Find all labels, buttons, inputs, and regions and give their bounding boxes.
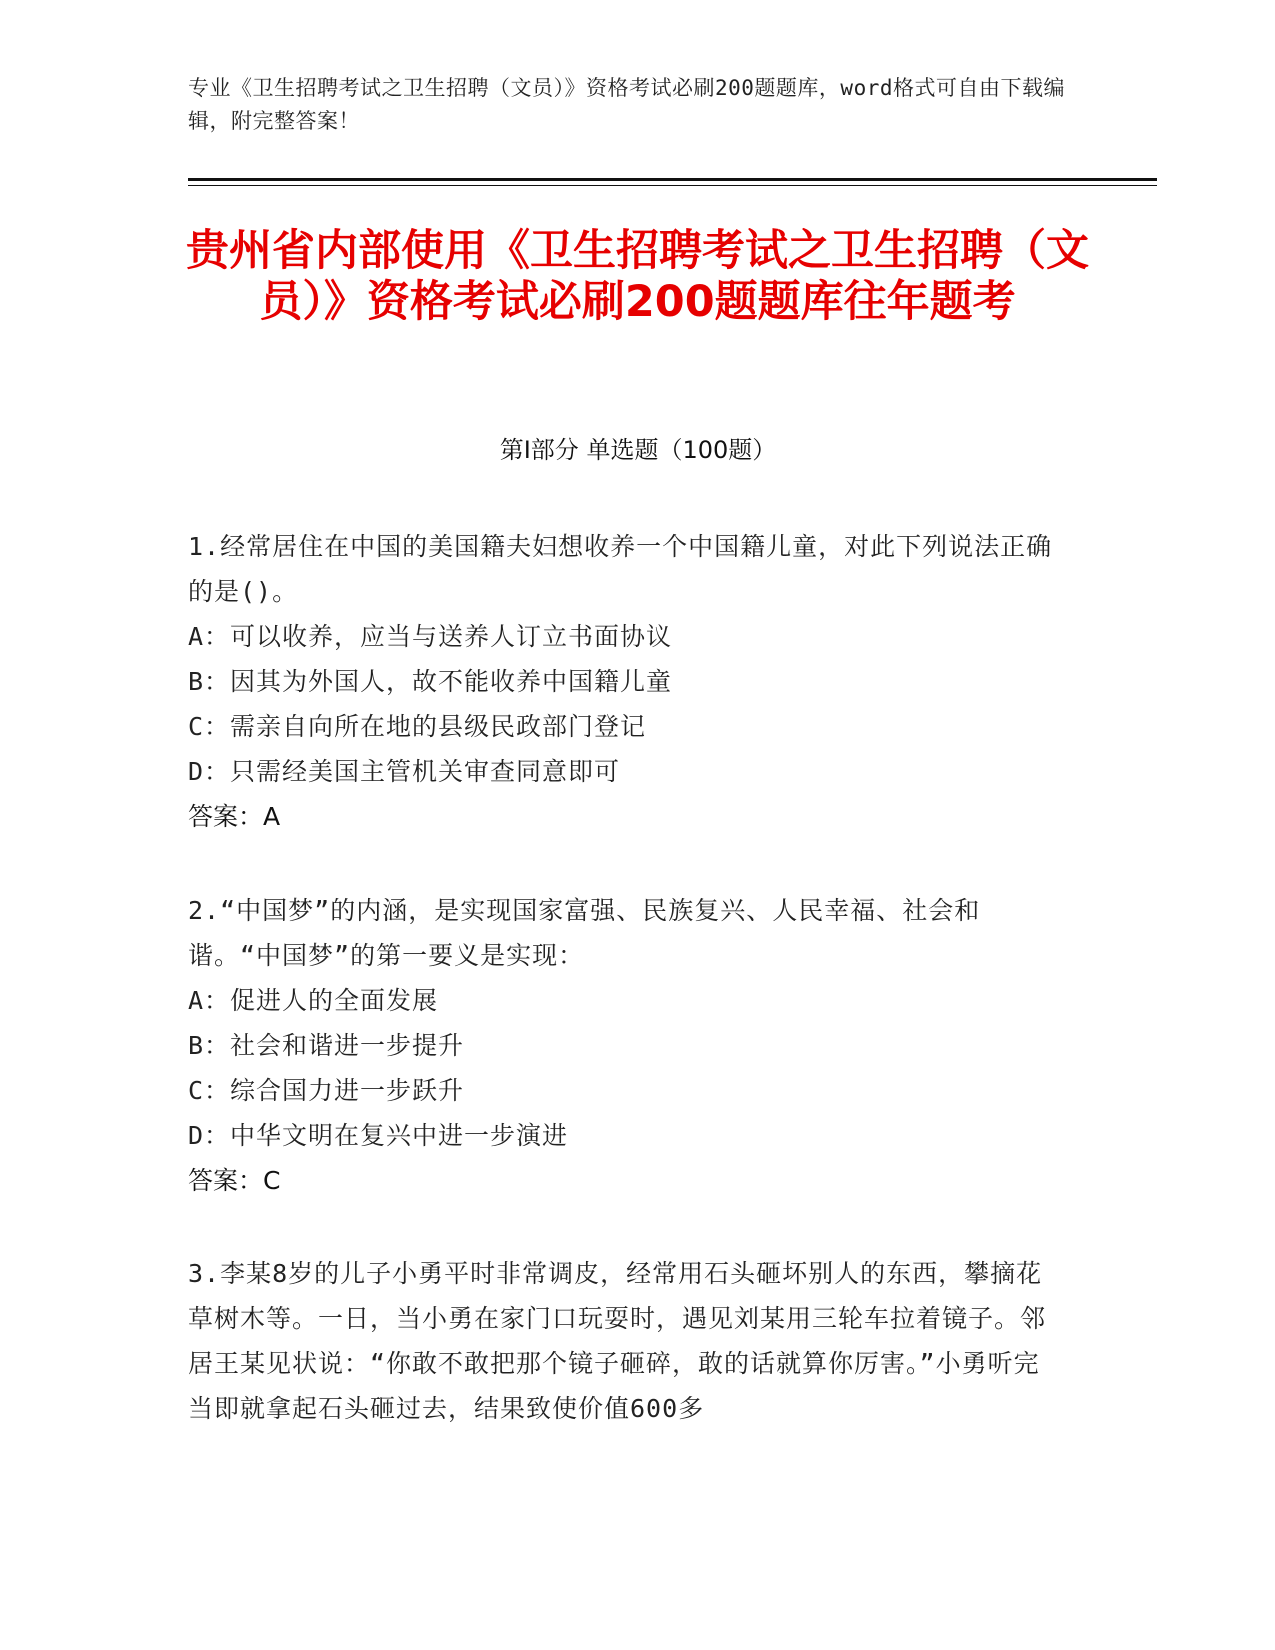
option-b: B：社会和谐进一步提升 <box>188 1031 465 1060</box>
question-stem: 2.“中国梦”的内涵，是实现国家富强、民族复兴、人民幸福、社会和谐。“中国梦”的第一要义是实现： <box>188 896 981 970</box>
option-c: C：综合国力进一步跃升 <box>188 1076 465 1105</box>
document-title: 贵州省内部使用《卫生招聘考试之卫生招聘（文员）》资格考试必刷200题题库往年题考 <box>186 226 1089 327</box>
question-item <box>188 888 1063 1203</box>
question-item <box>188 1251 1063 1431</box>
section-heading: 第Ⅰ部分 单选题（100题） <box>499 436 777 464</box>
option-a: A：可以收养，应当与送养人订立书面协议 <box>188 622 673 651</box>
option-d: D：只需经美国主管机关审查同意即可 <box>188 757 621 786</box>
question-stem: 1.经常居住在中国的美国籍夫妇想收养一个中国籍儿童，对此下列说法正确的是()。 <box>188 532 1053 606</box>
answer-line: 答案：A <box>188 802 281 831</box>
answer-line: 答案：C <box>188 1166 281 1195</box>
option-d: D：中华文明在复兴中进一步演进 <box>188 1121 569 1150</box>
header-divider-thin <box>188 185 1157 186</box>
header-divider-thick <box>188 178 1157 181</box>
option-a: A：促进人的全面发展 <box>188 986 439 1015</box>
option-b: B：因其为外国人，故不能收养中国籍儿童 <box>188 667 673 696</box>
option-c: C：需亲自向所在地的县级民政部门登记 <box>188 712 647 741</box>
header-note: 专业《卫生招聘考试之卫生招聘（文员）》资格考试必刷200题题库，word格式可自由下载编辑，附完整答案！ <box>188 76 1065 133</box>
question-item <box>188 524 1063 839</box>
question-stem: 3.李某8岁的儿子小勇平时非常调皮，经常用石头砸坏别人的东西，攀摘花草树木等。一日，当小勇在家门口玩耍时，遇见刘某用三轮车拉着镜子。邻居王某见状说：“你敢不敢把那个镜子砸碎，敢的话就算你厉害。”小勇听完当即就拿起石头砸过去，结果致使价值600多 <box>188 1259 1047 1423</box>
